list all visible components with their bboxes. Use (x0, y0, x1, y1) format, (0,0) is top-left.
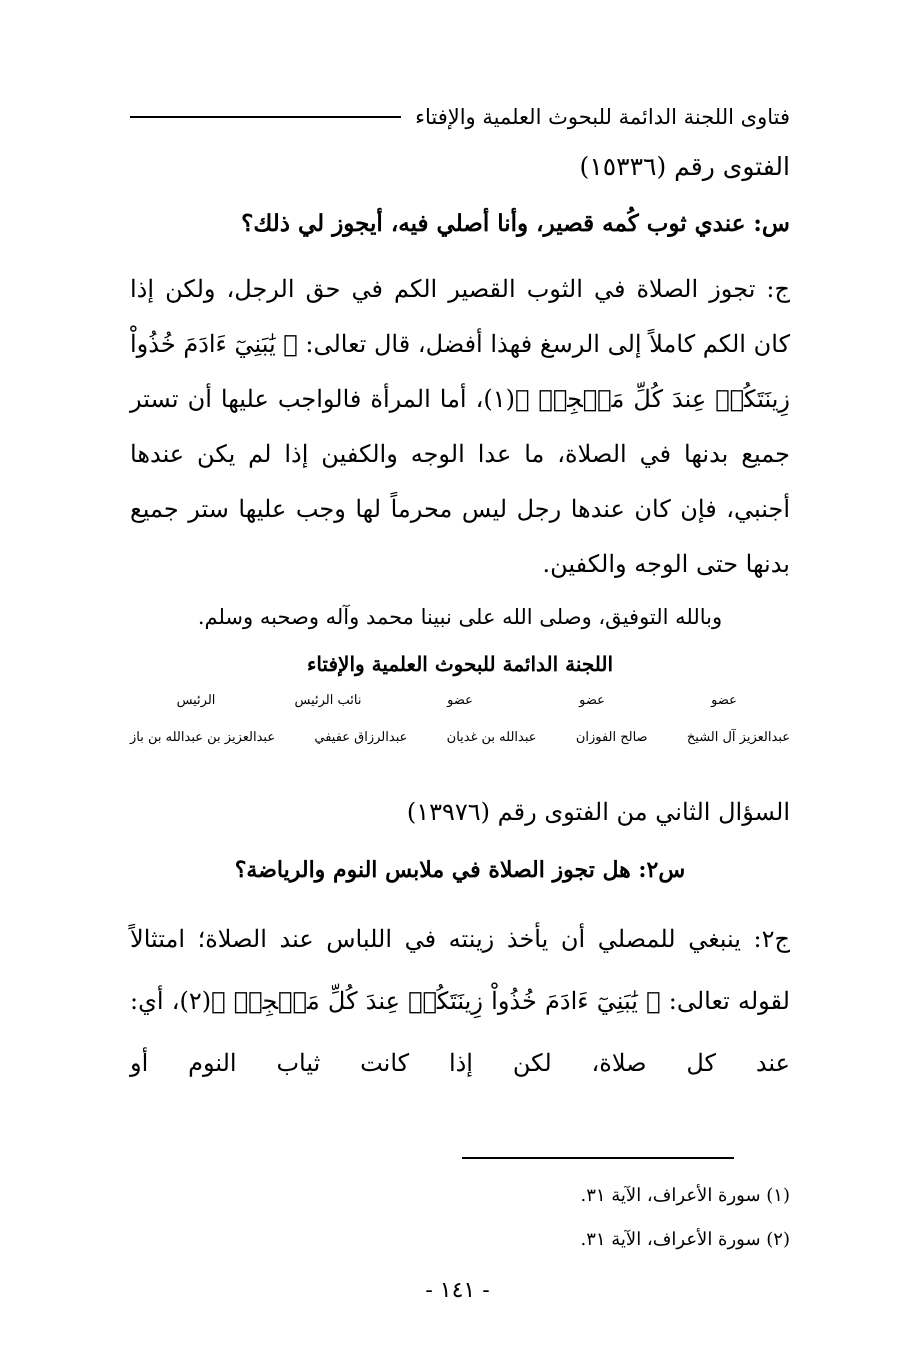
page-number: - ١٤١ - (425, 1278, 490, 1303)
member-name: عبدالله بن غديان (446, 730, 537, 745)
second-question-title: السؤال الثاني من الفتوى رقم (١٣٩٧٦) (406, 798, 790, 826)
role: نائب الرئيس (294, 693, 362, 708)
committee-name: اللجنة الدائمة للبحوث العلمية والإفتاء (306, 652, 614, 676)
footnote-2: (٢) سورة الأعراف، الآية ٣١. (580, 1229, 790, 1250)
member-name: صالح الفوزان (575, 730, 648, 745)
member-name: عبدالعزيز آل الشيخ (686, 730, 790, 745)
role: الرئيس (176, 693, 216, 708)
header-title: فتاوى اللجنة الدائمة للبحوث العلمية والإفتاء (415, 105, 790, 129)
answer: ج: تجوز الصلاة في الثوب القصير الكم في حق الرجل، ولكن إذا كان الكم كاملاً إلى الرسغ فهذا أفضل، قال تعالى: ﴿ يَٰبَنِيٓ ءَادَمَ خُذُواْ زِينَتَكُمۡ عِندَ كُلِّ مَسۡجِدٖ ﴾(١)، أما المرأة فالواجب عليها أن تستر جميع بدنها في الصلاة، ما عدا الوجه والكفين إذا لم يكن عندها أجنبي، فإن كان عندها رجل ليس محرماً لها وجب عليها ستر جميع بدنها حتى الوجه والكفين. (130, 275, 791, 578)
closing-formula: وبالله التوفيق، وصلى الله على نبينا محمد وآله وصحبه وسلم. (197, 605, 723, 629)
role: عضو (447, 693, 473, 708)
second-question: س٢: هل تجوز الصلاة في ملابس النوم والرياضة؟ (234, 857, 686, 883)
role: عضو (711, 693, 737, 708)
header-rule (130, 116, 401, 118)
member-names (130, 730, 790, 745)
footnote-rule (462, 1157, 734, 1159)
member-roles (130, 693, 790, 708)
role: عضو (579, 693, 605, 708)
second-answer: ج٢: ينبغي للمصلي أن يأخذ زينته في اللباس عند الصلاة؛ امتثالاً لقوله تعالى: ﴿ يَٰبَنِيٓ ءَادَمَ خُذُواْ زِينَتَكُمۡ عِندَ كُلِّ مَسۡجِدٖ ﴾(٢)، أي: عند كل صلاة، لكن إذا كانت ثياب النوم أو (130, 925, 790, 1077)
fatwa-number: الفتوى رقم (١٥٣٣٦) (579, 152, 790, 181)
member-name: عبدالعزيز بن عبدالله بن باز (130, 730, 276, 745)
footnote-1: (١) سورة الأعراف، الآية ٣١. (580, 1185, 790, 1206)
question: س: عندي ثوب كُمه قصير، وأنا أصلي فيه، أيجوز لي ذلك؟ (241, 210, 790, 237)
member-name: عبدالرزاق عفيفي (314, 730, 408, 745)
running-header (130, 100, 790, 134)
